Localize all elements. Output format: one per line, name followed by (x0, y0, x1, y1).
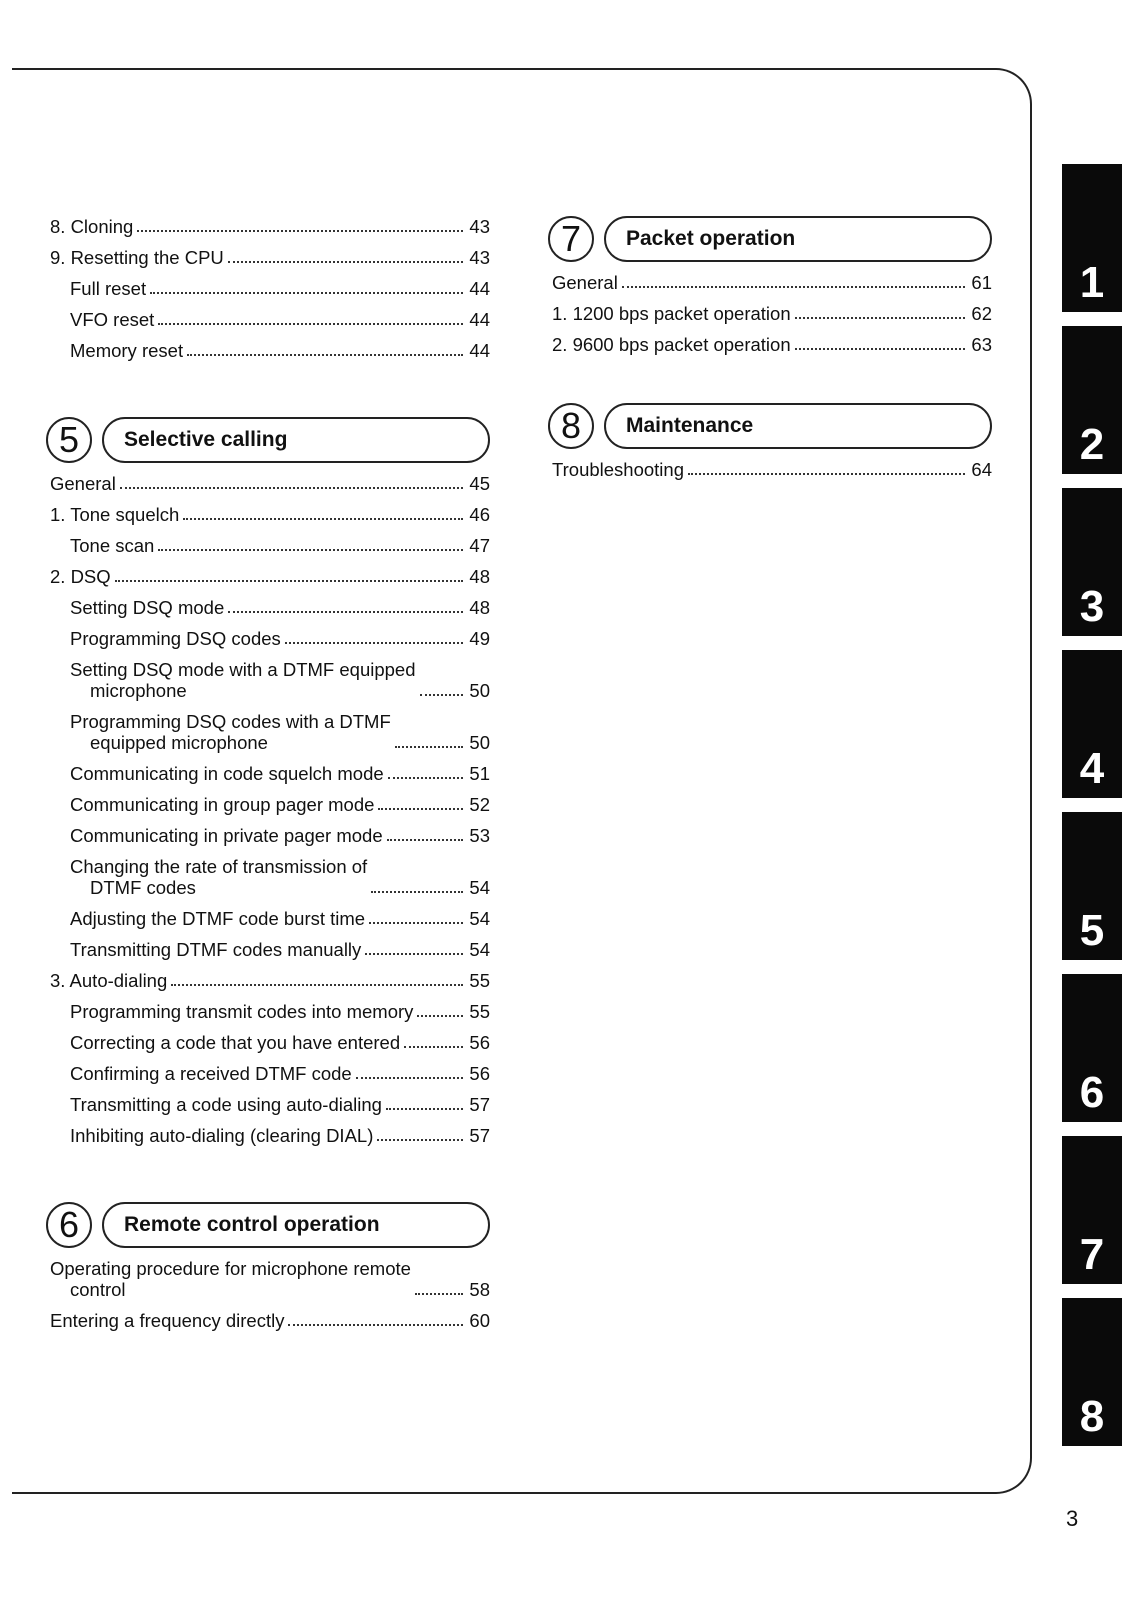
dot-leader (365, 953, 463, 955)
toc-entry-title: Adjusting the DTMF code burst time (70, 908, 366, 929)
dot-leader (395, 746, 464, 748)
chapter-tab-5: 5 (1062, 812, 1122, 960)
section-8 (552, 399, 992, 480)
toc-entry-title: 1. 1200 bps packet operation (552, 303, 791, 324)
dot-leader (387, 839, 464, 841)
toc-list-continued (50, 216, 490, 361)
toc-entry-page: 43 (469, 216, 490, 237)
page-number: 3 (1066, 1506, 1079, 1531)
dot-leader (115, 580, 464, 582)
toc-entry-page: 54 (469, 877, 490, 898)
toc-entry-page: 61 (971, 272, 992, 293)
toc-entry-page: 45 (469, 473, 490, 494)
toc-entry (50, 504, 490, 525)
chapter-tab-2: 2 (1062, 326, 1122, 474)
dot-leader (404, 1046, 463, 1048)
toc-entry (50, 340, 490, 361)
toc-entry (50, 1310, 490, 1331)
toc-entry-title-line2: DTMF codes (90, 877, 196, 898)
dot-leader (417, 1015, 463, 1017)
toc-entry (50, 970, 490, 991)
chapter-tab-7: 7 (1062, 1136, 1122, 1284)
toc-entry-page: 55 (469, 1001, 490, 1022)
toc-entry (50, 1258, 490, 1300)
toc-entry-title: Transmitting DTMF codes manually (70, 939, 362, 960)
toc-entry-title-line2: equipped microphone (90, 732, 268, 753)
section-7-list (552, 272, 992, 355)
toc-entry-title: Entering a frequency directly (50, 1310, 285, 1331)
toc-entry (50, 566, 490, 587)
section-5-list (50, 473, 490, 1146)
toc-entry-title: Full reset (70, 278, 147, 299)
toc-entry-title: 9. Resetting the CPU (50, 247, 224, 268)
toc-entry-title-line1: Programming DSQ codes with a DTMF (70, 711, 391, 732)
dot-leader (377, 1139, 463, 1141)
dot-leader (120, 487, 464, 489)
section-number: 5 (46, 417, 92, 463)
section-7 (552, 212, 992, 355)
dot-leader (171, 984, 463, 986)
toc-entry-title: Programming DSQ codes (70, 628, 281, 649)
toc-entry-title: 3. Auto-dialing (50, 970, 168, 991)
toc-entry-title-line1: Setting DSQ mode with a DTMF equipped (70, 659, 416, 680)
toc-entry-page: 49 (469, 628, 490, 649)
dot-leader (371, 891, 463, 893)
toc-entry-page: 44 (469, 278, 490, 299)
toc-entry-page: 54 (469, 939, 490, 960)
toc-entry-title: 1. Tone squelch (50, 504, 180, 525)
toc-entry (50, 1125, 490, 1146)
section-number: 7 (548, 216, 594, 262)
toc-entry-title (70, 856, 367, 898)
toc-entry-title: Communicating in private pager mode (70, 825, 383, 846)
chapter-tab-4: 4 (1062, 650, 1122, 798)
toc-entry (50, 1032, 490, 1053)
section-number: 8 (548, 403, 594, 449)
dot-leader (137, 230, 463, 232)
toc-entry-page: 44 (469, 309, 490, 330)
toc-entry-title: General (50, 473, 116, 494)
toc-entry-page: 48 (469, 566, 490, 587)
toc-entry-page: 63 (971, 334, 992, 355)
toc-entry-title: Memory reset (70, 340, 184, 361)
toc-entry-page: 47 (469, 535, 490, 556)
toc-entry (50, 309, 490, 330)
toc-entry-title: Correcting a code that you have entered (70, 1032, 401, 1053)
section-title: Remote control operation (102, 1202, 490, 1248)
toc-entry (50, 216, 490, 237)
toc-entry-page: 48 (469, 597, 490, 618)
toc-entry-title: Inhibiting auto-dialing (clearing DIAL) (70, 1125, 374, 1146)
toc-entry-title: 8. Cloning (50, 216, 134, 237)
toc-entry (50, 535, 490, 556)
toc-entry-page: 62 (971, 303, 992, 324)
toc-entry (50, 1063, 490, 1084)
section-title: Selective calling (102, 417, 490, 463)
section-6-header (46, 1198, 490, 1252)
toc-entry-title-line2: control (70, 1279, 126, 1300)
dot-leader (150, 292, 463, 294)
toc-entry (50, 711, 490, 753)
section-number: 6 (46, 1202, 92, 1248)
toc-entry-title: Troubleshooting (552, 459, 684, 480)
chapter-tab-3: 3 (1062, 488, 1122, 636)
toc-entry-page: 52 (469, 794, 490, 815)
toc-entry (50, 794, 490, 815)
dot-leader (415, 1293, 463, 1295)
left-column (50, 216, 490, 1341)
chapter-tab-1: 1 (1062, 164, 1122, 312)
dot-leader (369, 922, 463, 924)
dot-leader (386, 1108, 463, 1110)
toc-entry-title: Tone scan (70, 535, 155, 556)
toc-entry-page: 53 (469, 825, 490, 846)
toc-entry-page: 64 (971, 459, 992, 480)
toc-entry (50, 473, 490, 494)
dot-leader (622, 286, 966, 288)
section-8-header (548, 399, 992, 453)
toc-entry (50, 1001, 490, 1022)
dot-leader (228, 261, 464, 263)
toc-entry-title: VFO reset (70, 309, 155, 330)
toc-entry (50, 247, 490, 268)
toc-entry-title-line2: microphone (90, 680, 187, 701)
toc-entry (50, 597, 490, 618)
dot-leader (388, 777, 464, 779)
toc-entry (50, 278, 490, 299)
right-column (552, 212, 992, 490)
dot-leader (158, 549, 463, 551)
section-5 (50, 413, 490, 1146)
toc-entry (552, 334, 992, 355)
toc-entry (552, 459, 992, 480)
toc-entry-page: 56 (469, 1063, 490, 1084)
toc-entry (50, 763, 490, 784)
section-title: Maintenance (604, 403, 992, 449)
toc-entry-title (70, 659, 416, 701)
toc-entry (552, 303, 992, 324)
section-6-list (50, 1258, 490, 1331)
toc-entry (50, 659, 490, 701)
toc-entry (50, 856, 490, 898)
toc-entry-page: 43 (469, 247, 490, 268)
toc-entry-page: 50 (469, 680, 490, 701)
dot-leader (158, 323, 463, 325)
toc-entry-title: General (552, 272, 618, 293)
dot-leader (356, 1077, 464, 1079)
toc-entry (50, 628, 490, 649)
section-6 (50, 1198, 490, 1331)
section-5-header (46, 413, 490, 467)
toc-entry-page: 57 (469, 1094, 490, 1115)
toc-entry-page: 56 (469, 1032, 490, 1053)
toc-entry-title: Transmitting a code using auto-dialing (70, 1094, 382, 1115)
toc-entry (50, 825, 490, 846)
toc-entry (50, 1094, 490, 1115)
toc-entry-page: 54 (469, 908, 490, 929)
toc-entry-title (70, 711, 391, 753)
section-7-header (548, 212, 992, 266)
chapter-tab-8: 8 (1062, 1298, 1122, 1446)
section-title: Packet operation (604, 216, 992, 262)
toc-entry-title-line1: Operating procedure for microphone remote (50, 1258, 411, 1279)
toc-entry-page: 44 (469, 340, 490, 361)
dot-leader (378, 808, 463, 810)
toc-entry (552, 272, 992, 293)
toc-entry-page: 50 (469, 732, 490, 753)
chapter-tab-6: 6 (1062, 974, 1122, 1122)
toc-entry (50, 939, 490, 960)
toc-entry-title (50, 1258, 411, 1300)
toc-entry-title: Programming transmit codes into memory (70, 1001, 414, 1022)
toc-entry-page: 60 (469, 1310, 490, 1331)
toc-entry-title: Setting DSQ mode (70, 597, 225, 618)
toc-entry-page: 55 (469, 970, 490, 991)
toc-entry-title: Communicating in code squelch mode (70, 763, 384, 784)
dot-leader (795, 348, 966, 350)
toc-entry-page: 58 (469, 1279, 490, 1300)
toc-entry-title: Confirming a received DTMF code (70, 1063, 352, 1084)
dot-leader (420, 694, 464, 696)
dot-leader (183, 518, 463, 520)
toc-entry-page: 46 (469, 504, 490, 525)
toc-entry-page: 57 (469, 1125, 490, 1146)
dot-leader (228, 611, 463, 613)
dot-leader (288, 1324, 463, 1326)
section-8-list (552, 459, 992, 480)
toc-entry-title: Communicating in group pager mode (70, 794, 375, 815)
toc-entry (50, 908, 490, 929)
toc-entry-page: 51 (469, 763, 490, 784)
toc-entry-title: 2. 9600 bps packet operation (552, 334, 791, 355)
dot-leader (285, 642, 464, 644)
toc-entry-title: 2. DSQ (50, 566, 111, 587)
dot-leader (795, 317, 966, 319)
toc-entry-title-line1: Changing the rate of transmission of (70, 856, 368, 877)
dot-leader (688, 473, 965, 475)
dot-leader (187, 354, 463, 356)
